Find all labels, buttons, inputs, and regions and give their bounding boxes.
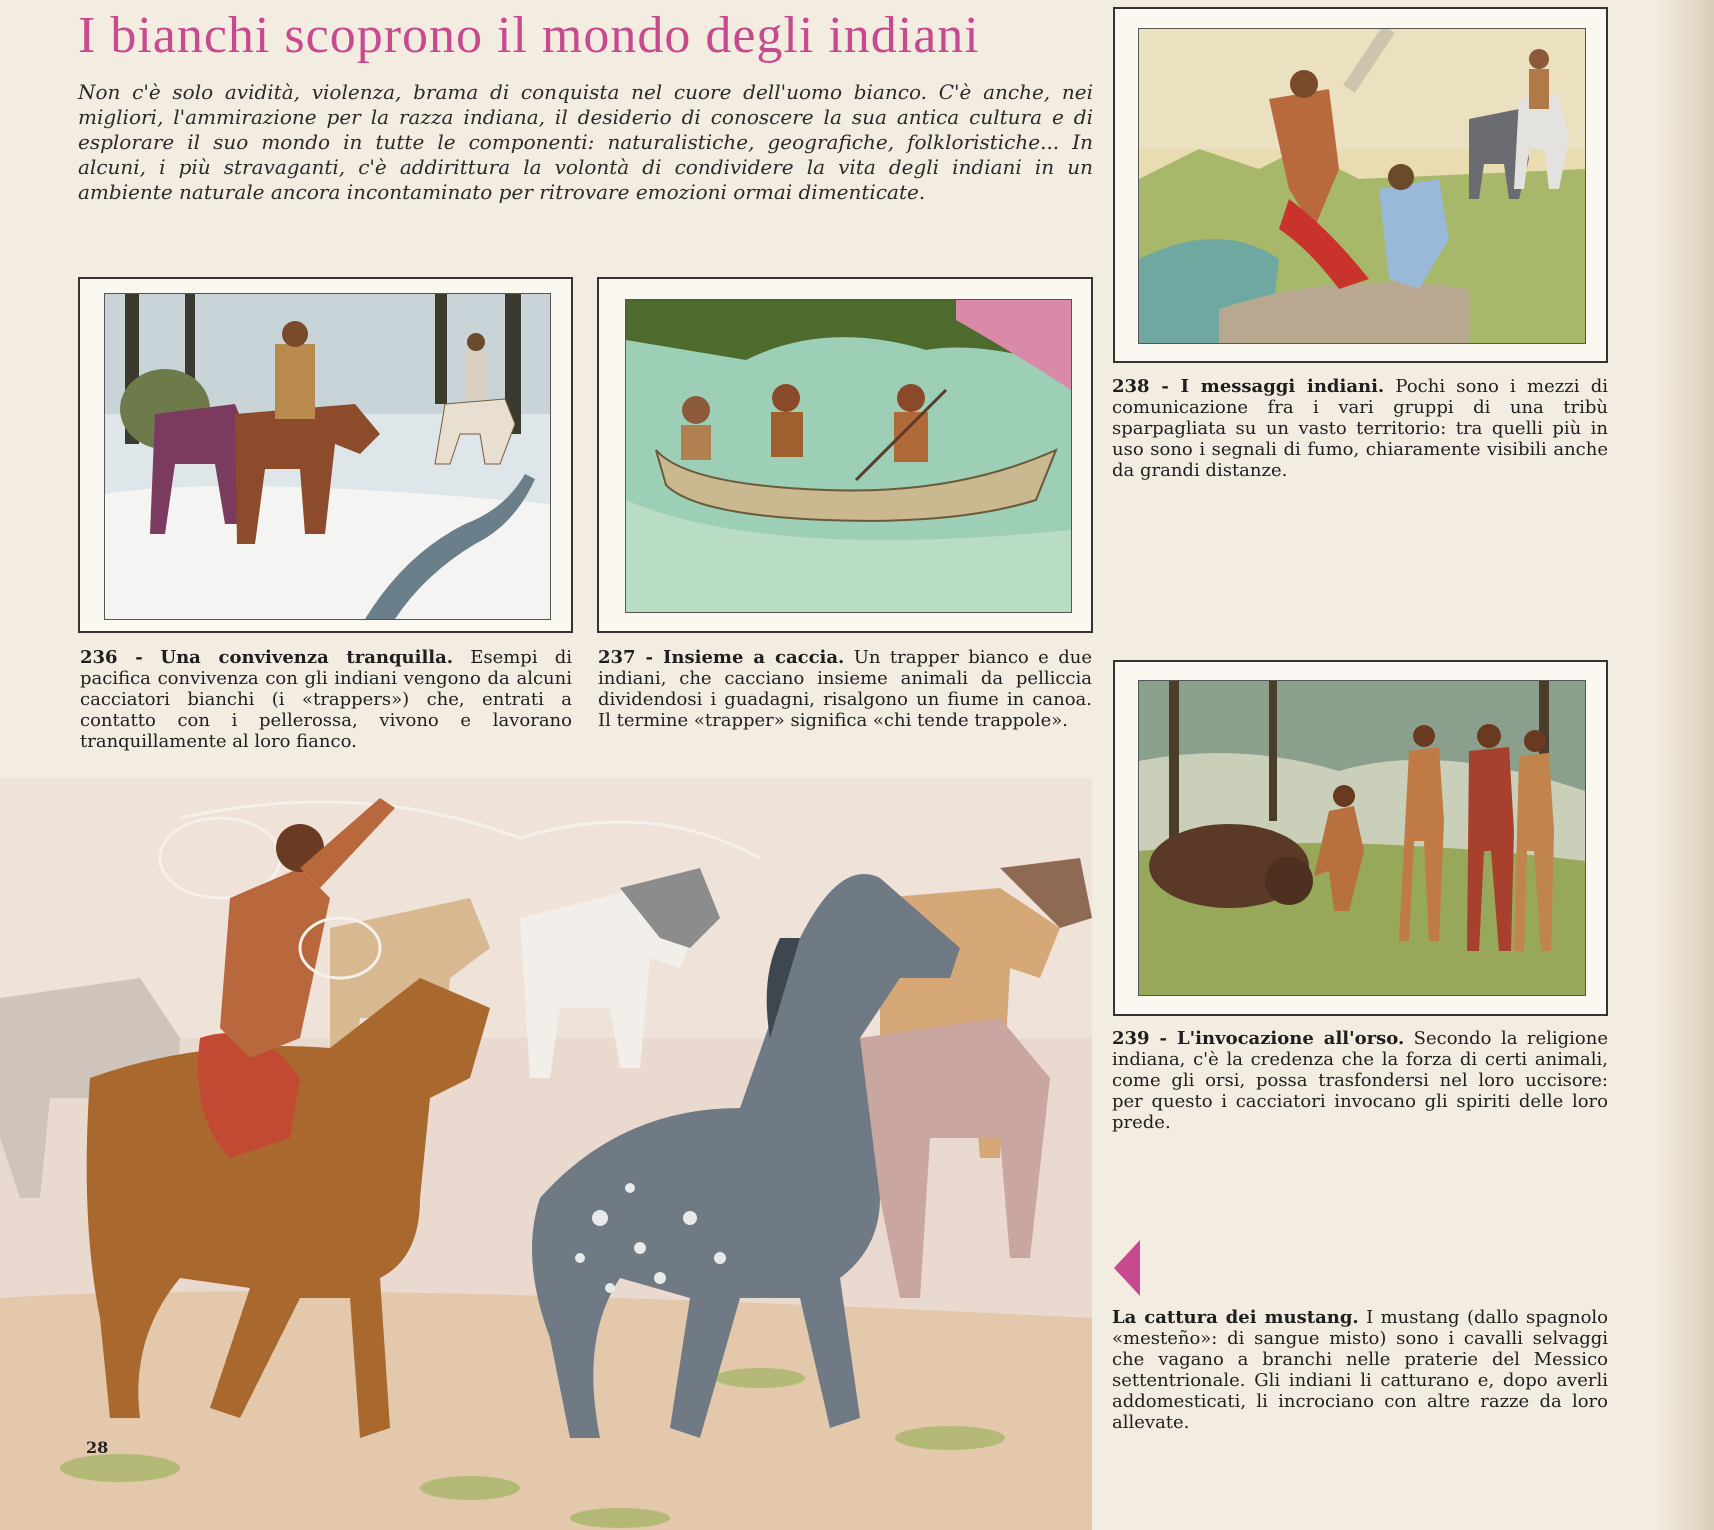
sticker-card-239 — [1113, 660, 1608, 1016]
caption-238-title: I messaggi indiani. — [1180, 376, 1385, 397]
page-number: 28 — [86, 1438, 109, 1457]
sticker-image-238 — [1138, 28, 1586, 344]
caption-237-number: 237 - — [598, 647, 663, 668]
caption-238 — [1112, 376, 1608, 481]
page-title: I bianchi scoprono il mondo degli indiani — [78, 7, 980, 64]
caption-mustang-title: La cattura dei mustang. — [1112, 1307, 1359, 1328]
caption-239-title: L'invocazione all'orso. — [1177, 1028, 1405, 1049]
caption-238-number: 238 - — [1112, 376, 1181, 397]
caption-239 — [1112, 1028, 1608, 1133]
sticker-card-237 — [597, 277, 1093, 633]
sticker-image-239 — [1138, 680, 1586, 996]
page-spine-shadow — [1654, 0, 1714, 1530]
caption-236-text: Esempi di pacifica convivenza con gli indiani vengono da alcuni cacciatori bianchi (i «trappers») che, entrati a contatto con i pellerossa, vivono e lavorano tranquillamente al loro fianco. — [80, 647, 572, 752]
caption-236 — [80, 647, 572, 752]
sticker-image-237 — [625, 299, 1072, 613]
caption-mustang-text: I mustang (dallo spagnolo «mesteño»: di sangue misto) sono i cavalli selvaggi che vagano a branchi nelle praterie del Messico settentrionale. Gli indiani li catturano e, dopo averli addomesticati, li incrociano con altre razze da loro allevate. — [1112, 1307, 1609, 1433]
caption-236-title: Una convivenza tranquilla. — [160, 647, 454, 668]
caption-238-text: Pochi sono i mezzi di comunicazione fra i vari gruppi di una tribù sparpagliata su un vasto territorio: tra quelli più in uso sono i segnali di fumo, chiaramente visibili anche da grandi distanze. — [1112, 376, 1608, 481]
caption-239-number: 239 - — [1112, 1028, 1178, 1049]
sticker-image-236 — [104, 293, 551, 620]
caption-237 — [598, 647, 1092, 731]
caption-236-number: 236 - — [80, 647, 161, 668]
sticker-card-236 — [78, 277, 573, 633]
pointer-triangle-icon — [1114, 1240, 1140, 1296]
caption-237-text: Un trapper bianco e due indiani, che cacciano insieme animali da pelliccia dividendosi i guadagni, risalgono un fiume in canoa. Il termine «trapper» significa «chi tende trappole». — [598, 647, 1093, 731]
caption-239-text: Secondo la religione indiana, c'è la credenza che la forza di certi animali, come gli orsi, possa trasfondersi nel loro uccisore: per questo i cacciatori invocano gli spiriti delle loro prede. — [1112, 1028, 1609, 1133]
sticker-card-238 — [1113, 7, 1608, 363]
intro-paragraph: Non c'è solo avidità, violenza, brama di conquista nel cuore dell'uomo bianco. C'è anche, nei migliori, l'ammirazione per la razza indiana, il desiderio di conoscere la sua antica cultura e di esplorare il suo mondo in tutte le componenti: naturalistiche, geografiche, folkloristiche... In alcuni, i più stravaganti, c'è addirittura la volontà di condividere la vita degli indiani in un ambiente naturale ancora incontaminato per ritrovare emozioni ormai dimenticate. — [78, 80, 1093, 204]
caption-mustang — [1112, 1307, 1608, 1433]
caption-237-title: Insieme a caccia. — [662, 647, 845, 668]
mustang-illustration — [0, 778, 1092, 1530]
